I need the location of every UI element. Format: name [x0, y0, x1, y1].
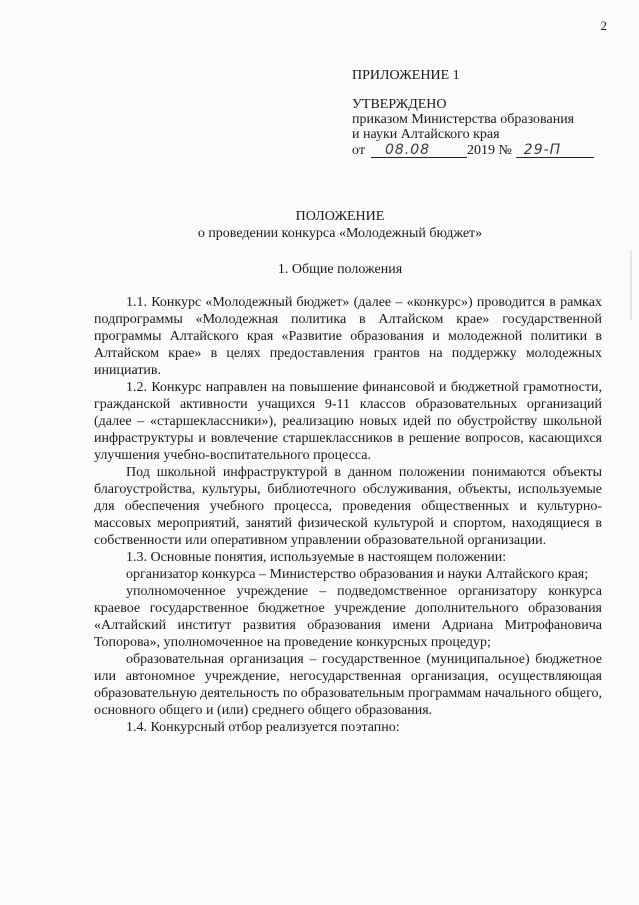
page-number: 2 — [600, 18, 607, 33]
year-number-label: 2019 № — [466, 143, 512, 158]
paragraph-1-4: 1.4. Конкурсный отбор реализуется поэтапно: — [126, 720, 400, 735]
title-heading: ПОЛОЖЕНИЕ — [295, 209, 385, 224]
title-subheading: о проведении конкурса «Молодежный бюджет» — [197, 226, 483, 241]
approved-label: УТВЕРЖДЕНО — [352, 97, 447, 112]
document-title — [60, 208, 620, 242]
date-field — [371, 142, 467, 158]
order-line-1: приказом Министерства образования — [352, 112, 575, 127]
order-date-number-line — [352, 142, 602, 158]
date-handwritten: 08.08 — [384, 142, 431, 158]
paragraph-1-3: 1.3. Основные понятия, используемые в настоящем положении: — [126, 550, 507, 565]
appendix-label: ПРИЛОЖЕНИЕ 1 — [352, 68, 460, 83]
from-label: от — [352, 143, 365, 158]
order-line-2: и науки Алтайского края — [352, 127, 500, 142]
definition-authorized-institution: уполномоченное учреждение – подведомственное организатору конкурса краевое государственное бюджетное учреждение дополнительного образования «Алтайский институт развития образования имени Адриана Митрофановича Топорова», уполномоченное на проведение конкурсных процедур; — [94, 584, 602, 650]
paragraph-1-1: 1.1. Конкурс «Молодежный бюджет» (далее – «конкурс») проводится в рамках подпрограммы «Молодежная политика в Алтайском крае» государственной программы Алтайского края «Развитие образования и молодежной политики в Алтайском крае» в целях предоставления грантов на поддержку молодежных инициатив. — [94, 295, 602, 378]
number-field — [516, 142, 594, 158]
section-title: 1. Общие положения — [277, 262, 403, 277]
scan-edge-mark — [630, 250, 632, 320]
number-handwritten: 29-П — [523, 142, 562, 158]
definition-educational-organization: образовательная организация – государственное (муниципальное) бюджетное или автономное учреждение, негосударственная организация, осуществляющая образовательную деятельность по образовательным программам начального общего, основного общего и (или) среднего общего образования. — [94, 652, 602, 718]
definition-organizer: организатор конкурса – Министерство образования и науки Алтайского края; — [126, 567, 589, 582]
document-body — [94, 294, 602, 736]
paragraph-1-2: 1.2. Конкурс направлен на повышение финансовой и бюджетной грамотности, гражданской активности учащихся 9-11 классов образовательных организаций (далее – «старшеклассники»), реализацию новых идей по обустройству школьной инфраструктуры и вовлечение старшеклассников в решение вопросов, касающихся улучшения учебно-воспитательного процесса. — [94, 380, 602, 463]
approval-stamp — [352, 68, 602, 158]
paragraph-infrastructure: Под школьной инфраструктурой в данном положении понимаются объекты благоустройства, культуры, библиотечного обслуживания, объекты, используемые для обеспечения учебного процесса, проведения общественных и культурно-массовых мероприятий, занятий физической культурой и спортом, находящиеся в собственности или оперативном управлении образовательной организации. — [94, 465, 602, 548]
